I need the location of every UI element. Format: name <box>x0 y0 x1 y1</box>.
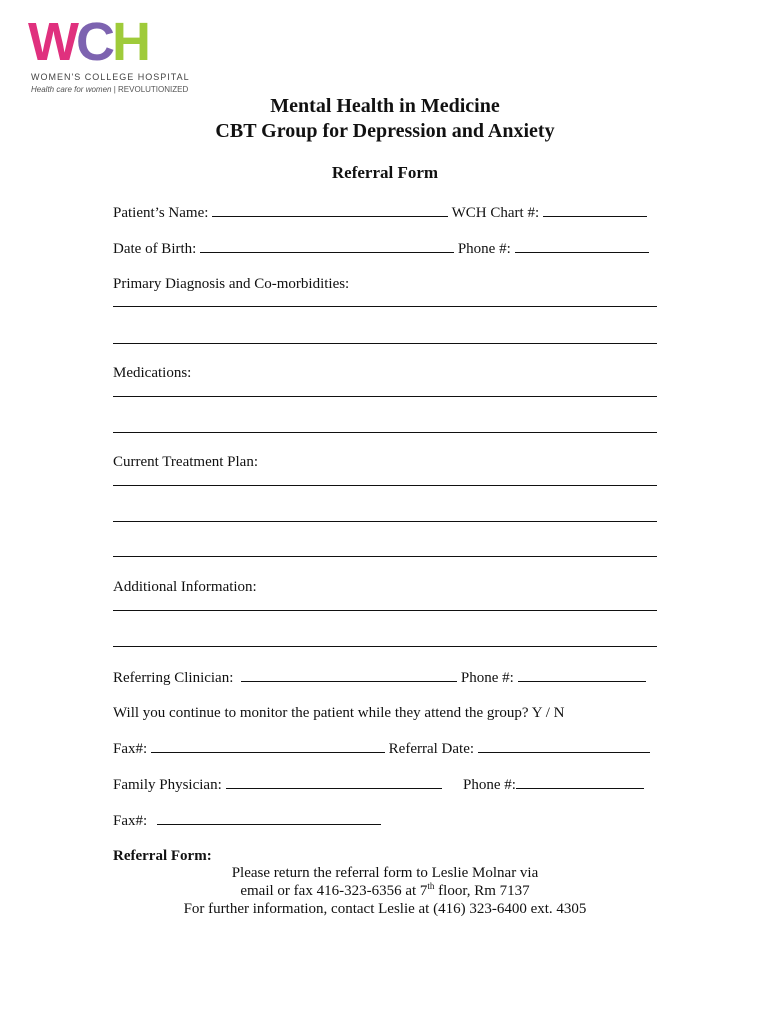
footer-line-2-pre: email or fax 416-323-6356 at 7 <box>240 883 428 899</box>
row-patient-name <box>113 203 647 222</box>
hospital-logo <box>28 14 213 96</box>
wch-chart-label: WCH Chart #: <box>451 205 540 221</box>
title-line-2: CBT Group for Depression and Anxiety <box>215 120 555 142</box>
family-physician-label: Family Physician: <box>113 777 222 793</box>
footer-line-3: For further information, contact Leslie at (416) 323-6400 ext. 4305 <box>183 901 587 917</box>
medications-line-2[interactable] <box>113 432 657 433</box>
row-family-physician <box>113 775 644 794</box>
footer-line-2-post: floor, Rm 7137 <box>434 883 530 899</box>
footer-heading: Referral Form: <box>113 848 212 864</box>
treatment-plan-label: Current Treatment Plan: <box>113 454 258 470</box>
row-fax-2 <box>113 811 381 830</box>
referring-clinician-field[interactable] <box>241 668 457 682</box>
fax-label: Fax#: <box>113 741 148 757</box>
form-title: Referral Form <box>331 163 439 182</box>
family-physician-field[interactable] <box>226 775 442 789</box>
row-fax <box>113 739 650 758</box>
footer-line-2 <box>0 882 770 900</box>
medications-line-1[interactable] <box>113 396 657 397</box>
dob-label: Date of Birth: <box>113 241 197 257</box>
phone-field[interactable] <box>515 239 649 253</box>
clinician-phone-label: Phone #: <box>460 670 514 686</box>
diagnosis-line-2[interactable] <box>113 343 657 344</box>
row-referring-clinician <box>113 668 646 687</box>
wch-chart-field[interactable] <box>543 203 647 217</box>
physician-phone-label: Phone #: <box>463 777 516 793</box>
logo-tagline-left: Health care for women <box>31 85 112 94</box>
referral-date-label: Referral Date: <box>388 741 475 757</box>
additional-info-label: Additional Information: <box>113 579 257 595</box>
patient-name-label: Patient’s Name: <box>113 205 209 221</box>
fax-field[interactable] <box>151 739 385 753</box>
logo-letters <box>28 14 148 70</box>
diagnosis-line-1[interactable] <box>113 306 657 307</box>
fax-2-label: Fax#: <box>113 813 148 829</box>
medications-label: Medications: <box>113 365 192 381</box>
row-dob <box>113 239 649 258</box>
referring-clinician-label: Referring Clinician: <box>113 670 234 686</box>
logo-letter-c: C <box>75 12 112 72</box>
diagnosis-label: Primary Diagnosis and Co-morbidities: <box>113 276 350 292</box>
clinician-phone-field[interactable] <box>518 668 646 682</box>
physician-phone-field[interactable] <box>516 775 644 789</box>
fax-2-field[interactable] <box>157 811 381 825</box>
patient-name-field[interactable] <box>212 203 448 217</box>
footer-line-2-sup: th <box>427 881 435 891</box>
phone-label: Phone #: <box>457 241 511 257</box>
logo-letter-w: W <box>28 12 76 72</box>
footer-line-1: Please return the referral form to Leslie Molnar via <box>231 865 539 881</box>
logo-tagline-right: REVOLUTIONIZED <box>118 85 189 94</box>
additional-info-line-1[interactable] <box>113 610 657 611</box>
treatment-plan-line-1[interactable] <box>113 485 657 486</box>
title-line-1: Mental Health in Medicine <box>270 95 500 117</box>
dob-field[interactable] <box>200 239 454 253</box>
treatment-plan-line-3[interactable] <box>113 556 657 557</box>
logo-tagline: Health care for women | REVOLUTIONIZED <box>31 85 189 94</box>
monitor-question: Will you continue to monitor the patient while they attend the group? Y / N <box>113 705 565 721</box>
referral-date-field[interactable] <box>478 739 650 753</box>
treatment-plan-line-2[interactable] <box>113 521 657 522</box>
additional-info-line-2[interactable] <box>113 646 657 647</box>
logo-hospital-name: WOMEN'S COLLEGE HOSPITAL <box>31 72 190 82</box>
logo-letter-h: H <box>111 12 148 72</box>
